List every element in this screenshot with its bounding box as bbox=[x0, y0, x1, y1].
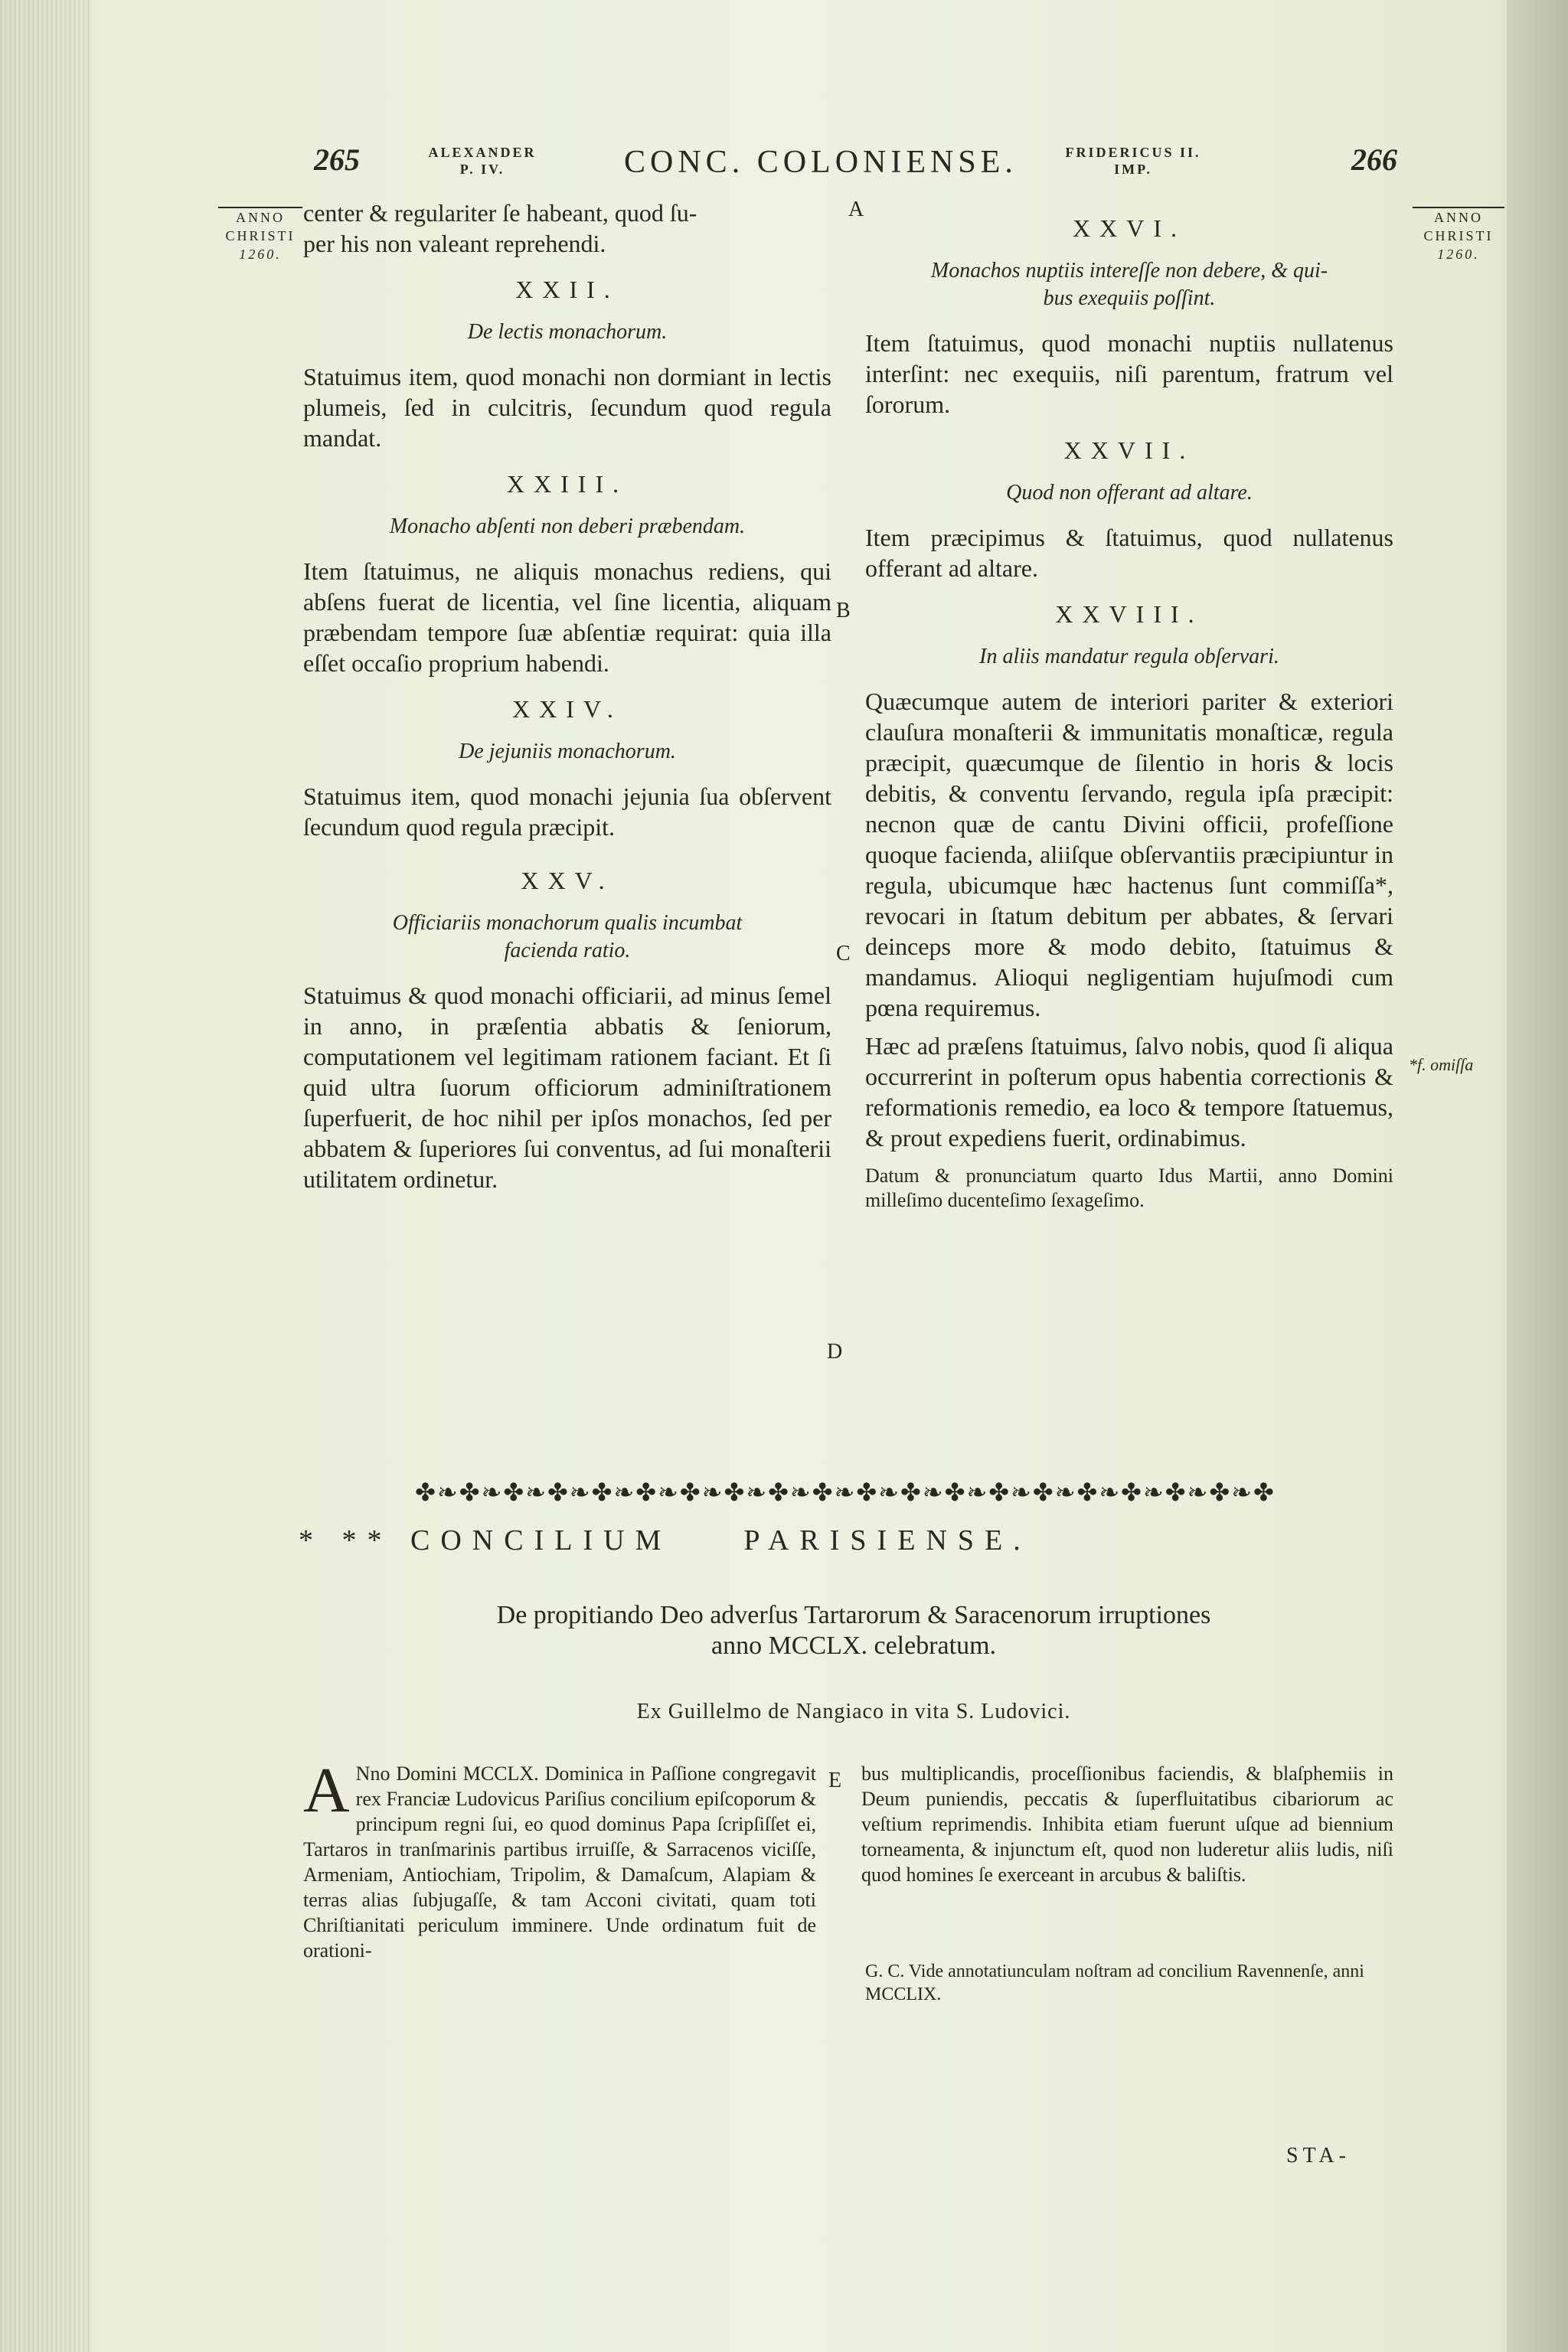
chapter-title: Monacho abſenti non deberi præbendam. bbox=[389, 514, 746, 538]
header-pope bbox=[417, 144, 547, 178]
chapter-number: XXV. bbox=[521, 867, 614, 894]
emperor-title: IMP. bbox=[1114, 162, 1152, 177]
title-line: facienda ratio. bbox=[504, 939, 631, 962]
concilium-column-1 bbox=[303, 1755, 816, 1963]
chapter-text: Statuimus item, quod monachi non dormiant in lectis plumeis, ſed in culcitris, ſecundum quod regula mandat. bbox=[303, 363, 831, 452]
page-stack-edge bbox=[0, 0, 92, 2352]
chapter-title: In aliis mandatur regula obſervari. bbox=[979, 645, 1279, 668]
chapter-number: XXII. bbox=[515, 276, 619, 303]
concilium-subtitle bbox=[383, 1600, 1325, 1661]
chapter-text: Quæcumque autem de interiori pariter & exteriori clauſura monaſterii & immunitatis monaſticæ, regula præcipit, quæcumque de ſilentio in horis & locis debitis, & conventu ſervando, regula ipſa præcipit: necnon quæ de cantu Divini officii, profeſſione quoque facienda, aliiſque obſervantiis præcipiuntur in regula, ubicumque hæc hactenus ſunt commiſſa*, revocari in ſtatum debitum per abbates, & ſervari deinceps more & modo debito, ſtatuimus & mandamus. Alioqui negligentiam hujuſmodi cum pœna requiremus. bbox=[865, 688, 1393, 1021]
chapter-title: De lectis monachorum. bbox=[467, 320, 668, 344]
header-emperor bbox=[1057, 144, 1210, 178]
concilium-title: * ** CONCILIUM PARISIENSE. bbox=[299, 1524, 1031, 1557]
chapter-text: Item ſtatuimus, ne aliquis monachus rediens, qui abſens fuerat de licentia, vel ſine licentia, aliquam præbendam tempore ſuæ abſentiæ requirat: quia illa eſſet occaſio proprium habendi. bbox=[303, 557, 831, 677]
left-column bbox=[303, 198, 831, 1202]
catchword: STA- bbox=[1286, 2144, 1351, 2167]
chapter-title bbox=[865, 257, 1393, 312]
chapter-text: Statuimus item, quod monachi jejunia ſua obſervent ſecundum quod regula præcipit. bbox=[303, 782, 831, 841]
christi-label: CHRISTI bbox=[225, 228, 296, 243]
ornamental-rule: ✤❧✤❧✤❧✤❧✤❧✤❧✤❧✤❧✤❧✤❧✤❧✤❧✤❧✤❧✤❧✤❧✤❧✤❧✤❧✤ bbox=[415, 1478, 1276, 1506]
chapter-number: XXVII. bbox=[1063, 436, 1195, 464]
footnote: G. C. Vide annotatiunculam noſtram ad concilium Ravennenſe, anni MCCLIX. bbox=[865, 1962, 1364, 2004]
drop-cap: A bbox=[303, 1755, 350, 1826]
subtitle-line: De propitiando Deo adverſus Tartarorum & Saracenorum irruptiones bbox=[496, 1601, 1211, 1629]
source-line: Ex Guillelmo de Nangiaco in vita S. Ludovici. bbox=[636, 1700, 1071, 1723]
chapter-number: XXIV. bbox=[512, 695, 622, 723]
chapter-title: De jejuniis monachorum. bbox=[459, 740, 676, 763]
chapter-number: XXVI. bbox=[1073, 214, 1186, 242]
section-letter-b: B bbox=[836, 599, 851, 622]
title-line: bus exequiis poſſint. bbox=[1043, 286, 1216, 310]
chapter-title bbox=[303, 910, 831, 965]
concilium-column-2 bbox=[861, 1761, 1393, 1887]
chapter-text: Item ſtatuimus, quod monachi nuptiis nullatenus interſint: nec exequiis, niſi parentum, fratrum vel ſororum. bbox=[865, 329, 1393, 418]
intro-text bbox=[303, 198, 831, 259]
chapter-title: Quod non offerant ad altare. bbox=[1006, 481, 1253, 505]
next-page-edge bbox=[1507, 0, 1568, 2352]
margin-note: *f. omiſſa bbox=[1409, 1055, 1474, 1074]
pope-number: P. IV. bbox=[459, 162, 505, 177]
section-letter-c: C bbox=[836, 942, 851, 965]
chapter-number: XXVIII. bbox=[1055, 600, 1204, 628]
concilium-text: Nno Domini MCCLX. Dominica in Paſſione congregavit rex Franciæ Ludovicus Pariſius concilium epiſcoporum & principum regni ſui, eo quod dominus Papa ſcripſiſſet ei, Tartaros in tranſmarinis partibus irruiſſe, & Sarracenos viciſſe, Armeniam, Antiochiam, Tripolim, & Damaſcum, Alapiam & terras alias ſubjugaſſe, & tam Acconi civitati, quam toti Chriſtianitati periculum imminere. Unde ordinatum fuit de orationi- bbox=[303, 1762, 816, 1962]
chapter-text: Hæc ad præſens ſtatuimus, ſalvo nobis, quod ſi aliqua occurrerint in poſterum opus habentia correctionis & reformationis remedio, ea loco & tempore ſtatuemus, & prout expediens fuerit, ordinabimus. bbox=[865, 1032, 1393, 1152]
subtitle-line: anno MCCLX. celebratum. bbox=[710, 1632, 997, 1660]
right-column bbox=[865, 208, 1393, 1220]
anno-label: ANNO bbox=[1413, 207, 1504, 227]
year-label: 1260. bbox=[1437, 247, 1480, 262]
datum-line: Datum & pronunciatum quarto Idus Martii, anno Domini milleſimo ducenteſimo ſexageſimo. bbox=[865, 1165, 1393, 1211]
chapter-text: Item præcipimus & ſtatuimus, quod nullatenus offerant ad altare. bbox=[865, 524, 1393, 582]
left-margin-year bbox=[218, 207, 302, 263]
pope-name: ALEXANDER bbox=[428, 145, 537, 160]
intro-line: center & regulariter ſe habeant, quod ſu- bbox=[303, 199, 697, 227]
chapter-number: XXIII. bbox=[506, 470, 629, 498]
christi-label: CHRISTI bbox=[1423, 228, 1494, 243]
title-line: Monachos nuptiis intereſſe non debere, & qui- bbox=[930, 259, 1328, 283]
right-page-number: 266 bbox=[1351, 142, 1397, 177]
emperor-name: FRIDERICUS II. bbox=[1065, 145, 1201, 160]
section-letter-d: D bbox=[827, 1340, 843, 1364]
concilium-text: bus multiplicandis, proceſſionibus faciendis, & blaſphemiis in Deum puniendis, peccatis & ſuperfluitatibus cibariorum ac veſtium reprimendis. Inhibita etiam fuerunt uſque ad biennium torneamenta, & injunctum eſt, quod non luderetur aliis ludis, niſi quod homines ſe exerceant in arcubus & baliſtis. bbox=[861, 1762, 1393, 1886]
anno-label: ANNO bbox=[218, 207, 302, 227]
left-page-number: 265 bbox=[314, 142, 360, 177]
right-margin-year bbox=[1413, 207, 1504, 263]
running-title: CONC. COLONIENSE. bbox=[624, 145, 1018, 180]
year-label: 1260. bbox=[239, 247, 282, 262]
title-line: Officiariis monachorum qualis incumbat bbox=[392, 911, 743, 935]
intro-line: per his non valeant reprehendi. bbox=[303, 230, 606, 257]
chapter-text: Statuimus & quod monachi officiarii, ad minus ſemel in anno, in præſentia abbatis & ſeniorum, computationem vel legitimam rationem faciant. Et ſi quid ultra ſuorum officiorum adminiſtrationem ſuperfuerit, de hoc nihil per ipſos monachos, ſed per abbatem & ſuperiores ſui conventus, ad ſui monaſterii utilitatem ordinetur. bbox=[303, 982, 831, 1193]
section-letter-e: E bbox=[828, 1769, 842, 1792]
section-letter-a: A bbox=[848, 198, 864, 221]
